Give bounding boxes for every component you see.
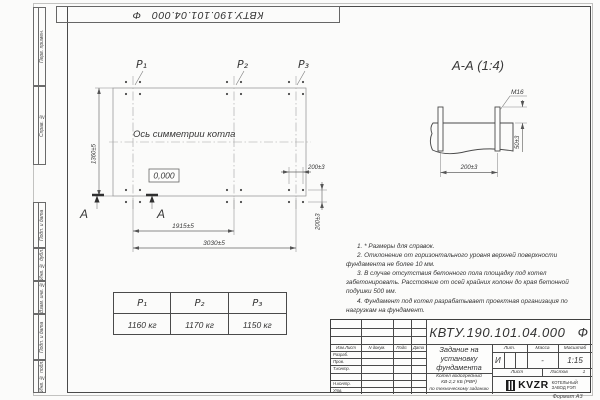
level-mark-value: 0,000	[153, 170, 175, 181]
dim-bolt-y-text: 200±3	[315, 213, 322, 230]
drawing-title-line: фундамента	[436, 363, 482, 373]
scale-header: Масштаб	[563, 345, 587, 351]
divider-line	[411, 320, 412, 394]
dim-col-span-text: 1915±5	[172, 223, 194, 230]
dim-section-bolt-span	[441, 153, 498, 177]
logo-text: KVZR	[518, 379, 549, 391]
sheets-label: Листов	[550, 369, 568, 375]
divider-line	[504, 352, 505, 368]
format-label: Формат А3	[552, 393, 583, 400]
company-name	[552, 380, 578, 390]
anchor-bolt-right	[495, 107, 500, 151]
stamp-label: Справ. №	[39, 113, 45, 138]
technical-notes	[346, 242, 584, 315]
mass-header: Масса	[535, 345, 550, 351]
sheet-label: Лист	[510, 369, 524, 375]
sig-row-nkontr: Н.контр.	[333, 380, 351, 386]
divider-line	[361, 320, 362, 394]
drawing-subtitle-line: КВ-2,2 КБ (РВР)	[441, 380, 477, 386]
company-name-line: КОТЕЛЬНЫЙ	[551, 379, 578, 385]
lit-value: И	[494, 355, 501, 365]
drawing-subtitle-line: Котел водогрейный	[436, 374, 482, 380]
load-table-header-p3: P₃	[229, 293, 286, 314]
note-1: 1. * Размеры для справок.	[357, 243, 435, 250]
divider-line	[393, 320, 394, 394]
drawing-subtitle	[426, 373, 492, 394]
sheets-value: 1	[582, 369, 586, 375]
top-docnumber-text: КВТУ.190.101.04.000 Ф	[132, 8, 264, 21]
dim-height-text: 1360±5	[91, 144, 98, 164]
lit-header: Лит.	[503, 345, 516, 351]
load-table-value-p1: 1160 кг	[114, 314, 171, 335]
title-block	[330, 319, 591, 393]
load-label-p2: P₂	[237, 58, 249, 71]
drawing-title-line: установку	[440, 353, 478, 363]
centerlines	[109, 76, 311, 209]
titleblock-docnumber: КВТУ.190.101.04.000 Ф	[429, 324, 589, 340]
load-table-value-p2: 1170 кг	[171, 314, 228, 335]
anchor-bolt-left	[438, 107, 443, 151]
stamp-label: Перв. примен.	[39, 29, 45, 64]
load-table-value-p3: 1150 кг	[242, 319, 272, 330]
divider-line	[515, 352, 516, 368]
note-4: 4. Фундамент под котел разрабатывает проектная организация по нагрузкам на фундамент.	[346, 297, 568, 314]
note-3: 3. В случае отсутствия бетонного пола площадку под котел забетонировать. Расстояние от осей крайних колонн до края бетонной подушки 500 мм.	[346, 270, 569, 296]
foundation-plan	[79, 58, 327, 252]
coil-icon	[506, 380, 515, 391]
stamp-label: Инв. № подл.	[39, 360, 45, 393]
section-letter-left: А	[80, 207, 89, 221]
stamp-label: Взам. инв. №	[39, 281, 45, 314]
company-name-line: ЗАВОД РЭП	[551, 385, 576, 390]
dim-bolt-spacing-horizontal	[281, 165, 325, 184]
col-header-izm-list: Изм.Лист	[336, 345, 356, 350]
load-point-leaders	[135, 71, 305, 85]
dim-bolt-spacing-vertical	[308, 182, 327, 231]
load-table	[113, 292, 287, 335]
scale-value: 1:15	[567, 355, 583, 365]
dim-section-span-text: 200±3	[460, 165, 478, 171]
sig-row-razrab: Разраб.	[333, 352, 349, 358]
symmetry-axis-label: Ось симметрии котла	[133, 129, 236, 140]
load-label-p3: P₃	[298, 58, 310, 71]
sig-row-empty	[331, 373, 361, 380]
load-label-p1: P₁	[136, 58, 148, 71]
drawing-subtitle-line: по техническому заданию	[429, 386, 489, 392]
sig-row-utv: Утв.	[333, 387, 343, 393]
dim-total-text: 3030±5	[203, 240, 225, 247]
drawing-title-line: Задание на	[439, 344, 479, 354]
dim-bolt-protrusion	[503, 100, 527, 152]
section-view	[430, 58, 527, 177]
section-title: А-А (1:4)	[451, 58, 505, 73]
level-mark	[149, 169, 179, 182]
sig-row-prov: Пров.	[333, 359, 345, 365]
col-header-n-dokum: N докум.	[368, 345, 386, 350]
load-table-header-p2: P₂	[171, 293, 228, 314]
stamp-label: Инв. № дубл.	[39, 248, 45, 281]
section-letter-right: А	[157, 207, 166, 221]
stamp-label: Подп. и дата	[39, 209, 45, 241]
thread-label: М16	[511, 89, 524, 96]
load-table-header-p1: P₁	[114, 293, 171, 314]
dim-protrusion-text: 50±3	[515, 135, 521, 149]
col-header-data: Дата	[412, 345, 425, 350]
sig-row-tkontr: Т.контр.	[333, 366, 350, 372]
company-logo	[492, 376, 592, 394]
col-header-podp: Подп.	[396, 345, 408, 350]
stamp-label: Подп. и дата	[39, 321, 45, 353]
note-2: 2. Отклонение от горизонтального уровня верхней поверхности фундамента не более 10 мм.	[346, 252, 558, 269]
drawing-title	[426, 344, 492, 373]
mass-value: -	[541, 355, 544, 365]
dim-bolt-x-text: 200±3	[308, 165, 325, 171]
